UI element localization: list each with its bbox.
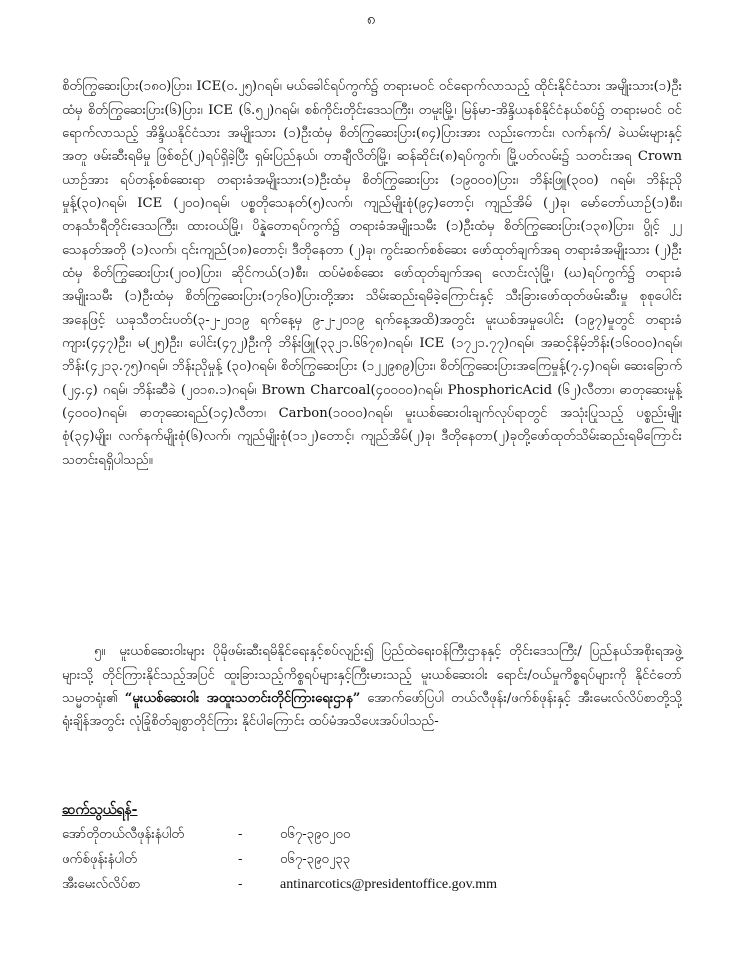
notice-text-after: အောက်ဖော်ပြပါ တယ်လီဖုန်း/ဖက်စ်ဖုန်းနှင့် အီးမေးလ်လိပ်စာတို့သို့ ရုံးချိန်အတွင်း လုံခြုံစိတ်ချစွာတိုင်ကြား နိုင်ပါကြောင်း ထပ်မံအသိပေးအပ်ပါသည်- [62,690,682,730]
fax-number: ၀၆၇-၃၉၀၂၃၃ [280,852,351,867]
contact-separator: - [238,852,243,867]
seizure-report-paragraph: စိတ်ကြွဆေးပြား(၁၈၀)ပြား၊ ICE(၀.၂၅)ဂရမ်၊ မယ်ခေါင်ရပ်ကွက်၌ တရားမဝင် ဝင်ရောက်လာသည့် ထိုင်းနိုင်ငံသား အမျိုးသား(၁)ဦးထံမှ စိတ်ကြွဆေးပြား(၆)ပြား၊ ICE (၆.၅၂)ဂရမ်၊ စစ်ကိုင်းတိုင်းဒေသကြီး၊ တမူးမြို့၊ မြန်မာ-အိန္ဒိယနစ်နိုင်ငံနယ်စပ်၌ တရားမဝင် ဝင်ရောက်လာသည့် အိန္ဒိယနိုင်ငံသား အမျိုးသား (၁)ဦးထံမှ စိတ်ကြွဆေးပြား(၈၄)ပြားအား လည်းကောင်း၊ လက်နက်/ ခဲယမ်းများနှင့်အတူ ဖမ်းဆီးရမိမှု ဖြစ်စဉ်(၂)ရပ်ရှိခဲ့ပြီး ရှမ်းပြည်နယ်၊ တာချီလိတ်မြို့၊ ဆန်ဆိုင်း(၈)ရပ်ကွက်၊ မြို့ပတ်လမ်း၌ သတင်းအရ Crown ယာဉ်အား ရပ်တန့်စစ်ဆေးရာ တရားခံအမျိုးသား(၁)ဦးထံမှ စိတ်ကြွဆေးပြား (၁၉၀၀၀)ပြား၊ ဘိန်းဖြူ(၃၀၀) ဂရမ်၊ ဘိန်းညိုမှုန့်(၃၀)ဂရမ်၊ ICE (၂၀၀)ဂရမ်၊ ပစ္စတိုသေနတ်(၅)လက်၊ ကျည်မျိုးစုံ(၉၄)တောင့်၊ ကျည်အိမ် (၂)ခု၊ မော်တော်ယာဉ်(၁)စီး၊ တနင်္သာရီတိုင်းဒေသကြီး၊ ထားဝယ်မြို့၊ ပိန္နဲတောရပ်ကွက်၌ တရားခံအမျိုးသမီး (၁)ဦးထံမှ စိတ်ကြွဆေးပြား(၁၃၈)ပြား၊ ပွိုင့် ၂၂ သေနတ်အတို (၁)လက်၊ ၎င်းကျည်(၁၈)တောင့်၊ ဒီတိုနေတာ (၂)ခု၊ ကွင်းဆက်စစ်ဆေး ဖော်ထုတ်ချက်အရ တရားခံအမျိုးသား (၂)ဦးထံမှ စိတ်ကြွဆေးပြား(၂၀၀)ပြား၊ ဆိုင်ကယ်(၁)စီး၊ ထပ်မံစစ်ဆေး ဖော်ထုတ်ချက်အရ လောင်းလုံမြို့၊ (ဃ)ရပ်ကွက်၌ တရားခံ အမျိုးသမီး (၁)ဦးထံမှ စိတ်ကြွဆေးပြား(၁၇၆၀)ပြားတို့အား သိမ်းဆည်းရမိခဲ့ကြောင်းနှင့် သီးခြားဖော်ထုတ်ဖမ်းဆီးမှု စုစုပေါင်းအနေဖြင့် ယခုသီတင်းပတ်(၃-၂-၂၀၁၉ ရက်နေ့မှ ၉-၂-၂၀၁၉ ရက်နေ့အထိ)အတွင်း မူးယစ်အမှုပေါင်း (၁၉၇)မှုတွင် တရားခံကျား(၄၄၇)ဦး၊ မ(၂၅)ဦး၊ ပေါင်း(၄၇၂)ဦးကို ဘိန်းဖြူ(၃၃၂၁.၆၆၇၈)ဂရမ်၊ ICE (၁၇၂၁.၇၇)ဂရမ်၊ အဆင့်နိမ့်ဘိန်း(၁၆၀၀၀)ဂရမ်၊ ဘိန်း(၄၂၁၃.၇၅)ဂရမ်၊ ဘိန်းညိုမှုန့် (၃၀)ဂရမ်၊ စိတ်ကြွဆေးပြား (၁၂၂၉၈၉)ပြား၊ စိတ်ကြွဆေးပြားအကြေမှုန့်(၇.၄)ဂရမ်၊ ဆေးခြောက် (၂၄.၄) ဂရမ်၊ ဘိန်းဆီခဲ (၂၀၁၈.၁)ဂရမ်၊ Brown Charcoal(၄၀၀၀၀)ဂရမ်၊ PhosphoricAcid (၆၂)လီတာ၊ ဓာတုဆေးမှုန့် (၄၀၀၀)ဂရမ်၊ ဓာတုဆေးရည်(၁၄)လီတာ၊ Carbon(၁၀၀၀)ဂရမ်၊ မူးယစ်ဆေးဝါးချက်လုပ်ရာတွင် အသုံးပြုသည့် ပစ္စည်းမျိုးစုံ(၃၄)မျိုး၊ လက်နက်မျိုးစုံ(၆)လက်၊ ကျည်မျိုးစုံ(၁၁၂)တောင့်၊ ကျည်အိမ်(၂)ခု၊ ဒီတိုနေတာ(၂)ခုတို့ဖော်ထုတ်သိမ်းဆည်းရမိကြောင်း သတင်းရရှိပါသည်။ [62,79,682,468]
contact-label: ဖက်စ်ဖုန်းနံပါတ် [62,852,138,867]
hotline-department-name: “မူးယစ်ဆေးဝါး အထူးသတင်းတိုင်ကြားရေးဌာန” [124,690,361,706]
contact-label: အော်တိုတယ်လီဖုန်းနံပါတ် [62,827,185,842]
contact-row-phone [62,822,682,847]
contact-row-fax [62,847,682,872]
notice-text-before: မူးယစ်ဆေးဝါးများ ပိုမိုဖမ်းဆီးရမိနိုင်ရေးနှင့်စပ်လျဉ်း၍ ပြည်ထဲရေးဝန်ကြီးဌာနနှင့် တိုင်းဒေသကြီး/ ပြည်နယ်အစိုးရအဖွဲ့များသို့ တိုင်ကြားနိုင်သည့်အပြင် ထူးခြားသည့်ကိစ္စရပ်များနှင့်ကြီးမားသည့် မူးယစ်ဆေးဝါး ရောင်း/ဝယ်မှုကိစ္စရပ်များကို နိုင်ငံတော်သမ္မတရုံး၏ [62,644,682,706]
contact-separator: - [238,827,243,842]
contact-heading: ဆက်သွယ်ရန်- [62,802,138,818]
reporting-notice-paragraph [62,640,682,733]
email-address: antinarcotics@presidentoffice.gov.mm [280,877,497,892]
paragraph-number: ၅။ [94,644,106,660]
contact-separator: - [238,877,243,892]
contact-label: အီးမေးလ်လိပ်စာ [62,877,141,892]
contact-list [62,822,682,897]
contact-row-email [62,872,682,897]
page-number: ၈ [366,10,376,28]
phone-number: ၀၆၇-၃၉၀၂၀၀ [280,827,351,842]
